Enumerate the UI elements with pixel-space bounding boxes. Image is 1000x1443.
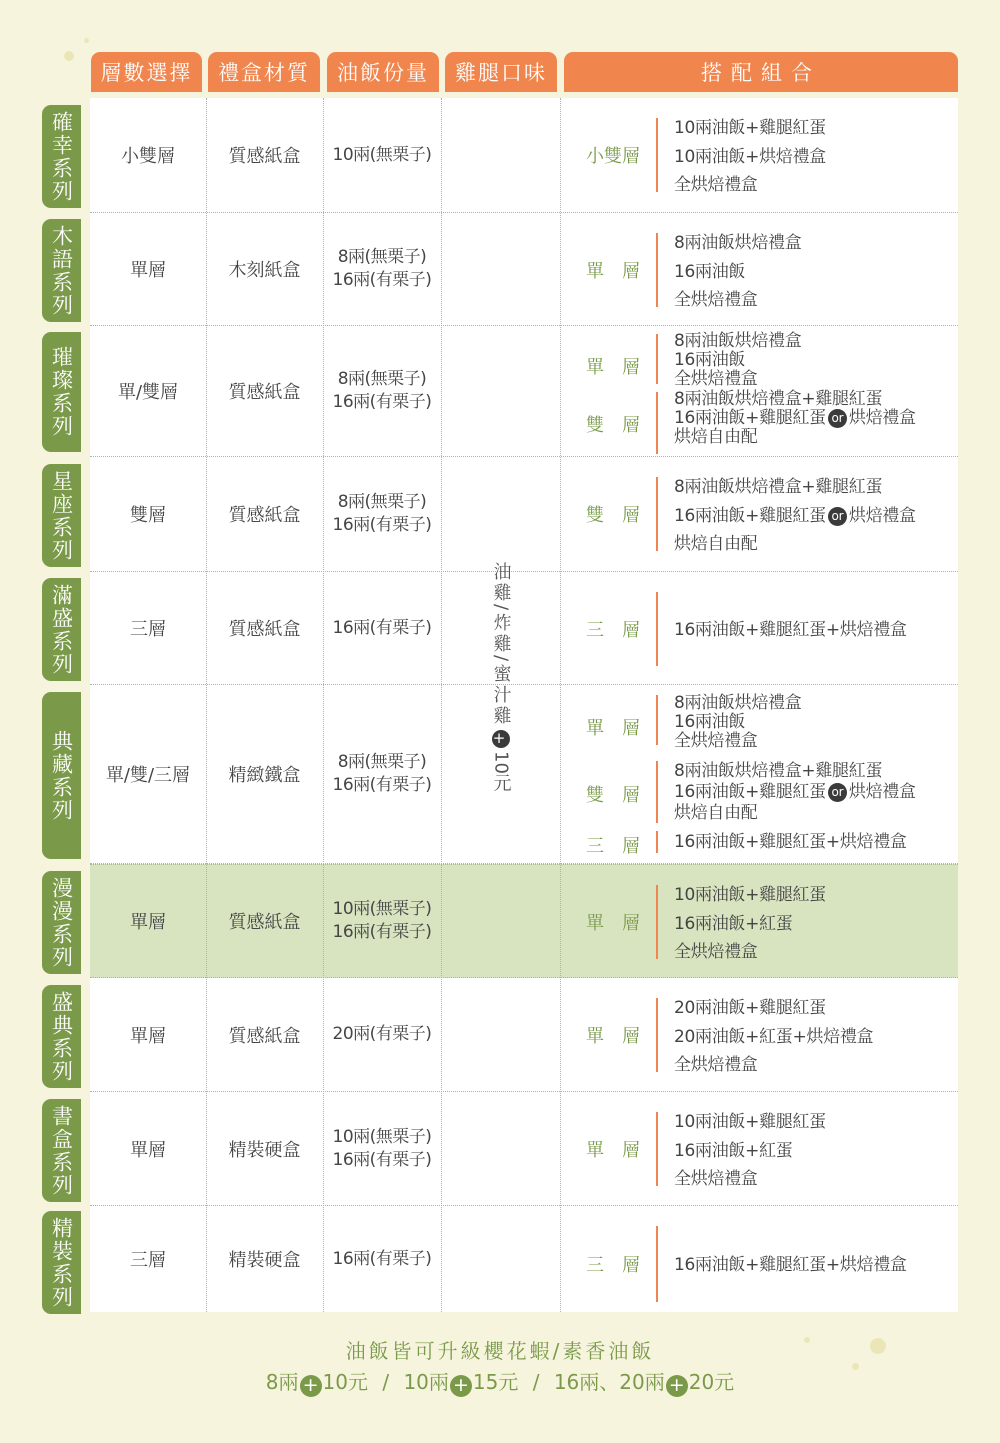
combo-cell (560, 1206, 958, 1312)
tier-cell: 三層 (130, 1250, 166, 1271)
combo-item-text: 烘焙禮盒 (848, 782, 916, 802)
combo-item (674, 143, 954, 172)
combo-item-text: 16兩油飯+紅蛋 (674, 1140, 793, 1161)
upgrade-price: 20元 (688, 1370, 735, 1394)
combo-item (674, 258, 954, 287)
combo-item-text: 16兩油飯+雞腿紅蛋+烘焙禮盒 (674, 1255, 907, 1275)
combo-item-text: 16兩油飯 (674, 350, 746, 370)
portion-cell (323, 685, 441, 863)
combo-item-text: 20兩油飯+紅蛋+烘焙禮盒 (674, 1026, 874, 1047)
combo-item-text: 16兩油飯 (674, 712, 746, 732)
combo-divider (656, 761, 658, 823)
header-tier: 層數選擇 (91, 52, 202, 92)
series-tab: 璀璨系列 (42, 332, 81, 452)
combo-item (674, 910, 954, 939)
plus-icon: + (666, 1375, 688, 1397)
combo-item (674, 409, 954, 428)
combo-item-text: 16兩油飯+紅蛋 (674, 913, 793, 934)
series-tab: 確幸系列 (42, 105, 81, 208)
portion-option: 16兩(有栗子) (332, 392, 432, 412)
combo-items (674, 994, 954, 1080)
combo-item (674, 1165, 954, 1194)
series-tab: 精裝系列 (42, 1211, 81, 1314)
portion-option: 8兩(無栗子) (337, 492, 427, 512)
header-portion: 油飯份量 (327, 52, 439, 92)
combo-tier-label: 雙 層 (586, 415, 640, 436)
flavor-separator: / (490, 604, 512, 614)
combo-cell (560, 213, 958, 325)
flavor-price: 10元 (490, 751, 512, 793)
series-tab: 盛典系列 (42, 985, 81, 1088)
portion-option: 8兩(無栗子) (337, 247, 427, 267)
portion-option: 16兩(有栗子) (332, 922, 432, 942)
portion-option: 16兩(有栗子) (332, 515, 432, 535)
combo-tier-label: 三 層 (586, 836, 640, 857)
combo-item (674, 473, 954, 502)
separator: / (382, 1370, 390, 1394)
combo-item-text: 8兩油飯烘焙禮盒+雞腿紅蛋 (674, 389, 883, 409)
combo-divider (656, 998, 658, 1072)
combo-item-text: 全烘焙禮盒 (674, 175, 758, 195)
product-table (90, 98, 958, 1312)
combo-items (674, 114, 954, 200)
column-divider (560, 98, 561, 1312)
portion-cell (323, 98, 441, 212)
flavor-text: 油雞 (490, 562, 512, 604)
portion-option: 16兩(有栗子) (332, 1248, 432, 1269)
combo-divider (656, 392, 658, 454)
combo-item (674, 229, 954, 258)
portion-option: 8兩(無栗子) (337, 752, 427, 772)
combo-item (674, 994, 954, 1023)
box-material-cell: 精緻鐵盒 (228, 765, 301, 786)
combo-tier-label: 單 層 (586, 1140, 640, 1161)
portion-cell (323, 213, 441, 325)
box-material-cell: 質感紙盒 (228, 505, 301, 526)
table-row (90, 1206, 958, 1312)
box-material-cell: 木刻紙盒 (228, 260, 301, 281)
combo-items (674, 831, 954, 853)
table-row (90, 98, 958, 213)
combo-item (674, 351, 954, 370)
series-tab: 典藏系列 (42, 692, 81, 859)
combo-item (674, 370, 954, 389)
box-material-cell: 精裝硬盒 (228, 1250, 301, 1271)
tier-cell: 單/雙層 (117, 382, 179, 403)
combo-tier-label: 小雙層 (586, 146, 640, 167)
combo-item (674, 713, 954, 732)
tier-cell: 單/雙/三層 (105, 765, 191, 786)
portion-option: 10兩(無栗子) (332, 899, 432, 919)
combo-item-text: 烘焙禮盒 (848, 408, 916, 428)
combo-divider (656, 233, 658, 307)
or-badge: or (828, 507, 847, 526)
combo-item (674, 616, 954, 645)
tier-cell: 雙層 (130, 505, 166, 526)
tier-cell: 三層 (130, 619, 166, 640)
combo-item (674, 782, 954, 803)
combo-item (674, 1251, 954, 1280)
combo-item-text: 8兩油飯烘焙禮盒 (674, 331, 802, 351)
box-material-cell: 質感紙盒 (228, 912, 301, 933)
table-row (90, 864, 958, 978)
combo-items (674, 332, 954, 389)
flavor-options (441, 562, 560, 792)
table-row (90, 978, 958, 1092)
combo-divider (656, 1226, 658, 1302)
upgrade-note: 油飯皆可升級櫻花蝦/素香油飯 (345, 1339, 655, 1363)
combo-item-text: 16兩油飯 (674, 261, 746, 282)
combo-item-text: 10兩油飯+雞腿紅蛋 (674, 1112, 826, 1132)
column-divider (206, 98, 207, 1312)
combo-item-text: 全烘焙禮盒 (674, 369, 758, 389)
combo-tier-label: 單 層 (586, 261, 640, 282)
box-material-cell: 質感紙盒 (228, 382, 301, 403)
portion-cell (323, 457, 441, 571)
combo-cell (560, 98, 958, 212)
combo-item-text: 全烘焙禮盒 (674, 1169, 758, 1189)
series-tab: 星座系列 (42, 464, 81, 567)
portion-option: 10兩(無栗子) (332, 1126, 432, 1147)
combo-divider (656, 1112, 658, 1186)
column-divider (323, 98, 324, 1312)
portion-cell (323, 1092, 441, 1205)
portion-option: 8兩(無栗子) (337, 369, 427, 389)
combo-item-text: 烘焙自由配 (674, 803, 758, 823)
combo-tier-label: 三 層 (586, 620, 640, 641)
combo-item (674, 732, 954, 751)
portion-option: 16兩(有栗子) (332, 617, 432, 638)
combo-items (674, 616, 954, 645)
box-material-cell: 精裝硬盒 (228, 1139, 301, 1161)
upgrade-portion: 10兩 (403, 1370, 449, 1394)
combo-item-text: 20兩油飯+雞腿紅蛋 (674, 998, 826, 1018)
combo-items (674, 1251, 954, 1280)
box-material-cell: 質感紙盒 (228, 146, 301, 167)
upgrade-portion: 16兩、20兩 (553, 1370, 665, 1394)
combo-items (674, 761, 954, 824)
combo-item (674, 694, 954, 713)
flavor-separator: / (490, 655, 512, 665)
combo-item (674, 502, 954, 531)
combo-item (674, 332, 954, 351)
combo-tier-label: 三 層 (586, 1255, 640, 1276)
portion-option: 16兩(有栗子) (332, 775, 432, 795)
combo-item (674, 831, 954, 853)
combo-item (674, 1023, 954, 1052)
tier-cell: 單層 (130, 1025, 166, 1047)
combo-item-text: 16兩油飯+雞腿紅蛋+烘焙禮盒 (674, 832, 907, 852)
combo-divider (656, 477, 658, 551)
combo-items (674, 390, 954, 447)
combo-item-text: 烘焙自由配 (674, 427, 758, 447)
combo-items (674, 473, 954, 559)
portion-cell (323, 978, 441, 1091)
combo-items (674, 1108, 954, 1194)
combo-items (674, 229, 954, 315)
combo-item-text: 16兩油飯+雞腿紅蛋+烘焙禮盒 (674, 620, 907, 640)
portion-cell (323, 326, 441, 456)
upgrade-portion: 8兩 (265, 1370, 299, 1394)
combo-item (674, 171, 954, 200)
combo-item (674, 428, 954, 447)
combo-item-text: 烘焙禮盒 (848, 505, 916, 526)
combo-divider (656, 592, 658, 666)
combo-item-text: 16兩油飯+雞腿紅蛋 (674, 505, 826, 526)
portion-cell (323, 1206, 441, 1312)
combo-divider (656, 334, 658, 384)
combo-item (674, 761, 954, 782)
plus-icon: + (300, 1375, 322, 1397)
combo-cell (560, 1092, 958, 1205)
combo-item-text: 8兩油飯烘焙禮盒 (674, 693, 802, 713)
combo-items (674, 694, 954, 751)
combo-item (674, 938, 954, 967)
portion-option: 10兩(無栗子) (332, 144, 432, 165)
combo-tier-label: 單 層 (586, 1026, 640, 1047)
portion-option: 16兩(有栗子) (332, 270, 432, 290)
combo-cell (560, 978, 958, 1091)
combo-items (674, 881, 954, 967)
combo-item-text: 烘焙自由配 (674, 534, 758, 554)
table-row (90, 213, 958, 326)
table-row (90, 326, 958, 457)
table-row (90, 1092, 958, 1206)
box-material-cell: 質感紙盒 (228, 1025, 301, 1047)
combo-tier-label: 單 層 (586, 357, 640, 378)
tier-cell: 單層 (130, 1139, 166, 1161)
portion-cell (323, 572, 441, 684)
series-tab: 木語系列 (42, 219, 81, 322)
combo-cell (560, 457, 958, 571)
upgrade-prices (0, 1366, 1000, 1397)
combo-item (674, 881, 954, 910)
combo-item-text: 全烘焙禮盒 (674, 731, 758, 751)
combo-divider (656, 885, 658, 959)
box-material-cell: 質感紙盒 (228, 619, 301, 640)
combo-item (674, 530, 954, 559)
combo-cell (560, 326, 958, 456)
series-tab: 漫漫系列 (42, 871, 81, 974)
decor-dot (84, 38, 89, 43)
tier-cell: 單層 (130, 912, 166, 933)
portion-cell (323, 865, 441, 977)
combo-item (674, 1051, 954, 1080)
or-badge: or (828, 409, 847, 428)
combo-item-text: 10兩油飯+雞腿紅蛋 (674, 118, 826, 138)
combo-cell (560, 865, 958, 977)
combo-item-text: 16兩油飯+雞腿紅蛋 (674, 782, 826, 802)
header-flavor: 雞腿口味 (445, 52, 557, 92)
combo-item-text: 8兩油飯烘焙禮盒+雞腿紅蛋 (674, 477, 883, 497)
combo-item (674, 390, 954, 409)
combo-item-text: 10兩油飯+雞腿紅蛋 (674, 885, 826, 905)
combo-divider (656, 695, 658, 745)
combo-item-text: 全烘焙禮盒 (674, 290, 758, 310)
plus-icon: + (492, 729, 509, 748)
table-row (90, 457, 958, 572)
combo-item (674, 1137, 954, 1166)
header-box-material: 禮盒材質 (208, 52, 320, 92)
combo-tier-label: 雙 層 (586, 505, 640, 526)
flavor-text: 蜜汁雞 (490, 664, 512, 728)
combo-item-text: 8兩油飯烘焙禮盒 (674, 233, 802, 253)
combo-item-text: 8兩油飯烘焙禮盒+雞腿紅蛋 (674, 761, 883, 781)
decor-dot (64, 51, 74, 61)
combo-item-text: 16兩油飯+雞腿紅蛋 (674, 408, 826, 428)
combo-cell (560, 572, 958, 684)
combo-tier-label: 雙 層 (586, 785, 640, 806)
flavor-text: 炸雞 (490, 613, 512, 656)
plus-icon: + (450, 1375, 472, 1397)
combo-item-text: 10兩油飯+烘焙禮盒 (674, 146, 826, 167)
portion-option: 20兩(有栗子) (332, 1024, 432, 1044)
combo-divider (656, 118, 658, 192)
combo-tier-label: 單 層 (586, 718, 640, 739)
combo-item (674, 803, 954, 824)
combo-cell (560, 685, 958, 863)
combo-item (674, 286, 954, 315)
series-tab: 滿盛系列 (42, 578, 81, 681)
tier-cell: 單層 (130, 260, 166, 281)
portion-option: 16兩(有栗子) (332, 1149, 432, 1170)
separator: / (532, 1370, 540, 1394)
combo-item (674, 114, 954, 143)
header-combo: 搭配組合 (564, 52, 958, 92)
combo-item (674, 1108, 954, 1137)
series-tab: 書盒系列 (42, 1099, 81, 1202)
or-badge: or (828, 783, 847, 802)
combo-tier-label: 單 層 (586, 913, 640, 934)
tier-cell: 小雙層 (121, 146, 175, 167)
combo-item-text: 全烘焙禮盒 (674, 942, 758, 962)
combo-item-text: 全烘焙禮盒 (674, 1055, 758, 1075)
combo-divider (656, 831, 658, 853)
upgrade-price: 10元 (322, 1370, 368, 1394)
upgrade-price: 15元 (472, 1370, 519, 1394)
